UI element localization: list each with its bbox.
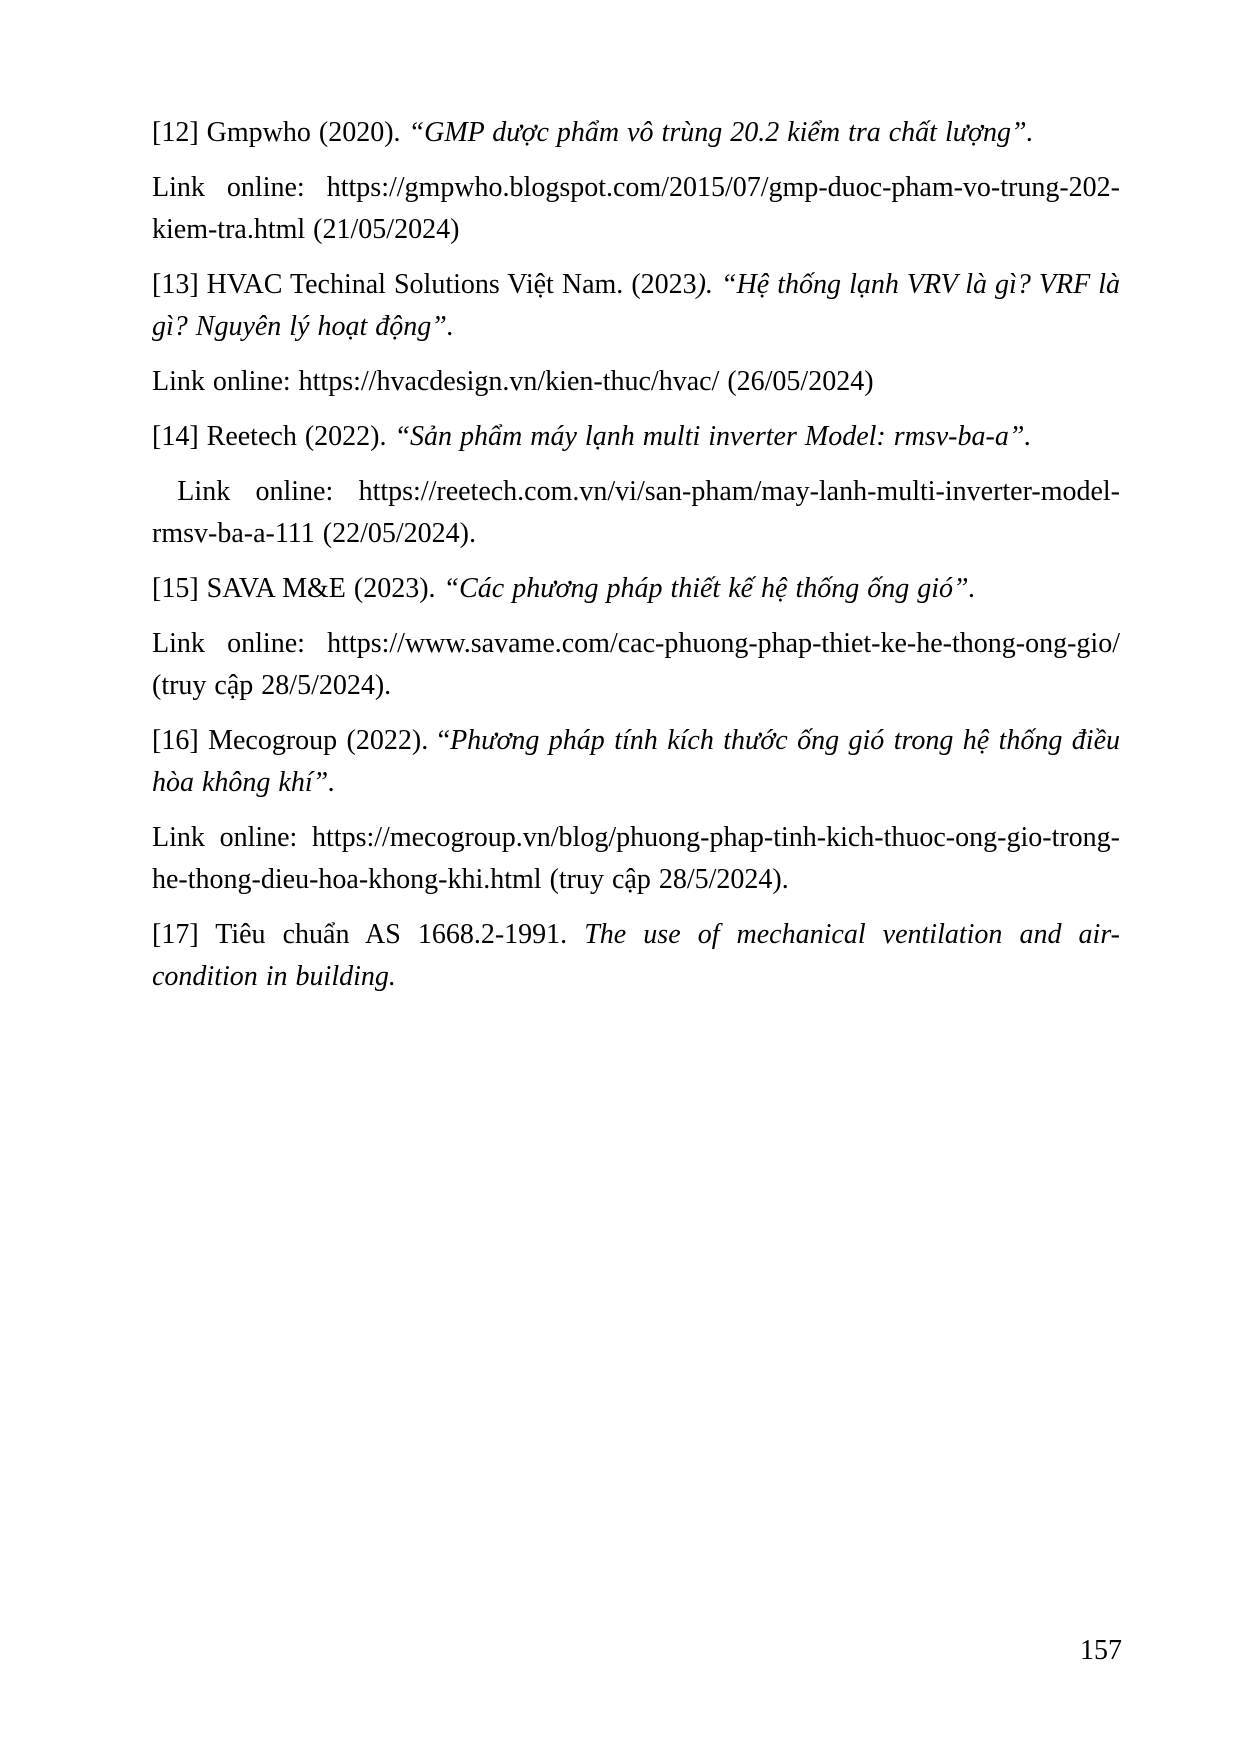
reference-text-segment: Link online: https://reetech.com.vn/vi/san-pham/may-lanh-multi-inverter-model-rmsv-ba-a-111 (22/05/2024). (152, 476, 1120, 549)
reference-title-segment: The use of mechanical ventilation and air-condition in building. (152, 919, 1120, 992)
reference-14-link (152, 471, 1120, 555)
reference-15-link (152, 623, 1120, 707)
reference-text-segment: Link online: https://hvacdesign.vn/kien-thuc/hvac/ (26/05/2024) (152, 366, 874, 397)
reference-14-citation (152, 416, 1120, 458)
reference-16-link (152, 817, 1120, 901)
reference-13-citation (152, 264, 1120, 348)
reference-text-segment: Link online: https://mecogroup.vn/blog/phuong-phap-tinh-kich-thuoc-ong-gio-trong-he-thong-dieu-hoa-khong-khi.html (truy cập 28/5/2024). (152, 822, 1120, 895)
reference-text-segment: [17] Tiêu chuẩn AS 1668.2-1991. (152, 919, 585, 950)
reference-text-segment: [12] Gmpwho (2020). (152, 117, 409, 148)
reference-15-citation (152, 568, 1120, 610)
page-number: 157 (1080, 1635, 1122, 1666)
reference-text-segment: [13] HVAC Techinal Solutions Việt Nam. (2023 (152, 269, 697, 300)
reference-13-link (152, 361, 1120, 403)
reference-17-citation (152, 914, 1120, 998)
reference-16-citation (152, 720, 1120, 804)
reference-12-link (152, 167, 1120, 251)
reference-text-segment: [14] Reetech (2022). (152, 421, 395, 452)
reference-title-segment: “GMP dược phẩm vô trùng 20.2 kiểm tra chất lượng”. (408, 117, 1034, 148)
reference-title-segment: “Sản phẩm máy lạnh multi inverter Model: rmsv-ba-a”. (394, 421, 1032, 452)
reference-title-segment: Phương pháp tính kích thước ống gió trong hệ thống điều hòa không khí”. (152, 725, 1120, 798)
reference-title-segment: “Các phương pháp thiết kế hệ thống ống gió”. (443, 573, 976, 604)
references-list (152, 112, 1120, 1011)
reference-text-segment: Link online: https://gmpwho.blogspot.com/2015/07/gmp-duoc-pham-vo-trung-202-kiem-tra.html (21/05/2024) (152, 172, 1120, 245)
reference-text-segment: [16] Mecogroup (2022). “ (152, 725, 451, 756)
reference-text-segment: [15] SAVA M&E (2023). (152, 573, 444, 604)
reference-title-segment: ). “Hệ thống lạnh VRV là gì? VRF là gì? Nguyên lý hoạt động”. (152, 269, 1120, 342)
reference-12-citation (152, 112, 1120, 154)
reference-text-segment: Link online: https://www.savame.com/cac-phuong-phap-thiet-ke-he-thong-ong-gio/ (truy cập 28/5/2024). (152, 628, 1120, 701)
